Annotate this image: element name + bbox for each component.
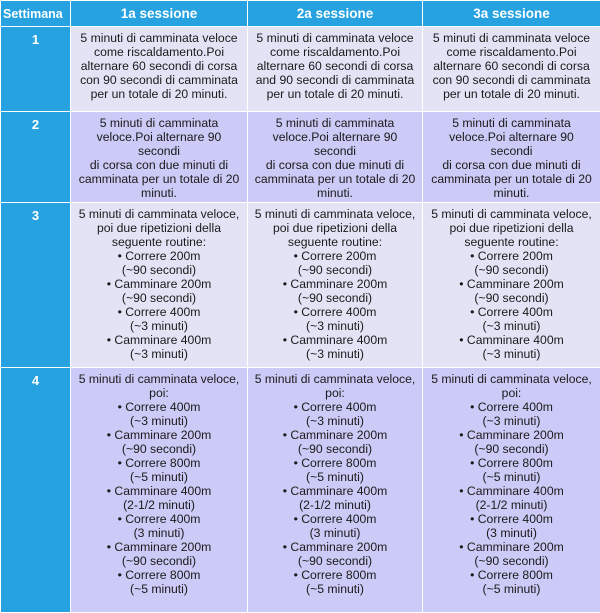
- routine-step-label: • Correre 400m: [252, 400, 418, 414]
- routine-step-label: • Camminare 200m: [75, 540, 243, 554]
- routine-step-label: • Correre 800m: [252, 568, 418, 582]
- cell-intro-line: 5 minuti di camminata veloce,: [427, 207, 596, 221]
- week-column-header: Settimana: [1, 1, 71, 27]
- routine-step-detail: (~3 minuti): [252, 414, 418, 428]
- session-1-header: 1a sessione: [71, 1, 248, 27]
- routine-step-label: • Correre 400m: [427, 512, 596, 526]
- routine-step-detail: (~3 minuti): [75, 347, 243, 361]
- routine-step-detail: (~90 secondi): [252, 263, 418, 277]
- routine-step-label: • Camminare 400m: [252, 484, 418, 498]
- session-3-header: 3a sessione: [423, 1, 600, 27]
- routine-step-label: • Camminare 400m: [252, 333, 418, 347]
- routine-step-detail: (~3 minuti): [252, 319, 418, 333]
- routine-step-detail: (~90 secondi): [75, 291, 243, 305]
- cell-intro-line: 5 minuti di camminata veloce,: [75, 372, 243, 386]
- session-cell: [71, 27, 248, 112]
- routine-step-detail: (3 minuti): [252, 526, 418, 540]
- routine-step-label: • Correre 200m: [252, 249, 418, 263]
- cell-text-line: and 90 secondi di camminata: [252, 73, 418, 87]
- routine-step-detail: (~3 minuti): [75, 414, 243, 428]
- cell-intro-line: seguente routine:: [427, 235, 596, 249]
- routine-step-detail: (~90 secondi): [427, 291, 596, 305]
- cell-intro-line: poi:: [252, 386, 418, 400]
- cell-text-line: minuti.: [252, 186, 418, 200]
- routine-step-label: • Correre 800m: [427, 568, 596, 582]
- cell-text-line: minuti.: [427, 186, 596, 200]
- cell-text-line: veloce.Poi alternare 90 secondi: [427, 130, 596, 158]
- session-cell: [71, 368, 248, 613]
- cell-text-line: camminata per un totale di 20: [252, 172, 418, 186]
- session-2-header: 2a sessione: [248, 1, 423, 27]
- routine-step-label: • Correre 200m: [75, 249, 243, 263]
- routine-step-label: • Camminare 200m: [252, 540, 418, 554]
- routine-step-detail: (~5 minuti): [75, 582, 243, 596]
- routine-step-label: • Camminare 400m: [75, 333, 243, 347]
- cell-text-line: camminata per un totale di 20: [427, 172, 596, 186]
- routine-step-label: • Camminare 200m: [427, 277, 596, 291]
- routine-step-detail: (3 minuti): [75, 526, 243, 540]
- routine-step-detail: (~5 minuti): [252, 582, 418, 596]
- cell-text-line: di corsa con due minuti di: [75, 158, 243, 172]
- routine-step-label: • Camminare 200m: [75, 428, 243, 442]
- routine-step-label: • Correre 400m: [75, 512, 243, 526]
- cell-text-line: per un totale di 20 minuti.: [252, 87, 418, 101]
- week-number: 1: [1, 27, 71, 112]
- session-cell: [423, 112, 600, 203]
- routine-step-label: • Camminare 400m: [427, 333, 596, 347]
- cell-intro-line: 5 minuti di camminata veloce,: [427, 372, 596, 386]
- cell-intro-line: seguente routine:: [75, 235, 243, 249]
- cell-intro-line: 5 minuti di camminata veloce,: [75, 207, 243, 221]
- cell-text-line: alternare 60 secondi di corsa: [252, 59, 418, 73]
- routine-step-detail: (2-1/2 minuti): [75, 498, 243, 512]
- routine-step-detail: (~90 secondi): [252, 291, 418, 305]
- routine-step-detail: (~90 secondi): [252, 442, 418, 456]
- routine-step-label: • Camminare 200m: [252, 428, 418, 442]
- routine-step-detail: (~3 minuti): [427, 319, 596, 333]
- cell-text-line: per un totale di 20 minuti.: [427, 87, 596, 101]
- routine-step-detail: (2-1/2 minuti): [427, 498, 596, 512]
- cell-text-line: come riscaldamento.Poi: [427, 45, 596, 59]
- routine-step-label: • Correre 800m: [427, 456, 596, 470]
- session-cell: [423, 203, 600, 368]
- week-row-3: [1, 203, 600, 368]
- routine-step-label: • Correre 400m: [427, 305, 596, 319]
- routine-step-label: • Correre 800m: [75, 568, 243, 582]
- cell-text-line: camminata per un totale di 20: [75, 172, 243, 186]
- cell-text-line: come riscaldamento.Poi: [252, 45, 418, 59]
- cell-text-line: 5 minuti di camminata veloce: [252, 31, 418, 45]
- cell-text-line: di corsa con due minuti di: [427, 158, 596, 172]
- session-cell: [71, 112, 248, 203]
- session-cell: [423, 368, 600, 613]
- cell-intro-line: 5 minuti di camminata veloce,: [252, 372, 418, 386]
- cell-text-line: alternare 60 secondi di corsa: [427, 59, 596, 73]
- routine-step-detail: (~5 minuti): [252, 470, 418, 484]
- cell-intro-line: poi:: [427, 386, 596, 400]
- cell-text-line: con 90 secondi di camminata: [427, 73, 596, 87]
- cell-intro-line: 5 minuti di camminata veloce,: [252, 207, 418, 221]
- header-row: [1, 1, 600, 27]
- routine-step-label: • Correre 200m: [427, 249, 596, 263]
- routine-step-label: • Camminare 200m: [427, 428, 596, 442]
- cell-intro-line: poi:: [75, 386, 243, 400]
- routine-step-label: • Correre 400m: [427, 400, 596, 414]
- routine-step-label: • Camminare 200m: [75, 277, 243, 291]
- routine-step-label: • Correre 400m: [252, 305, 418, 319]
- routine-step-label: • Camminare 400m: [427, 484, 596, 498]
- session-cell: [248, 27, 423, 112]
- routine-step-label: • Correre 800m: [75, 456, 243, 470]
- table-body: [1, 27, 600, 613]
- routine-step-detail: (~90 secondi): [75, 263, 243, 277]
- cell-text-line: alternare 60 secondi di corsa: [75, 59, 243, 73]
- week-row-2: [1, 112, 600, 203]
- session-cell: [423, 27, 600, 112]
- table-header: [1, 1, 600, 27]
- cell-intro-line: poi due ripetizioni della: [252, 221, 418, 235]
- routine-step-detail: (~5 minuti): [427, 470, 596, 484]
- week-row-1: [1, 27, 600, 112]
- cell-text-line: 5 minuti di camminata: [252, 116, 418, 130]
- routine-step-detail: (~90 secondi): [252, 554, 418, 568]
- cell-text-line: 5 minuti di camminata veloce: [75, 31, 243, 45]
- routine-step-detail: (~3 minuti): [427, 414, 596, 428]
- routine-step-label: • Camminare 200m: [427, 540, 596, 554]
- cell-text-line: 5 minuti di camminata: [427, 116, 596, 130]
- routine-step-detail: (~90 secondi): [75, 554, 243, 568]
- cell-intro-line: poi due ripetizioni della: [75, 221, 243, 235]
- routine-step-detail: (~3 minuti): [252, 347, 418, 361]
- cell-text-line: di corsa con due minuti di: [252, 158, 418, 172]
- cell-text-line: minuti.: [75, 186, 243, 200]
- routine-step-label: • Correre 800m: [252, 456, 418, 470]
- week-number: 2: [1, 112, 71, 203]
- routine-step-detail: (~3 minuti): [427, 347, 596, 361]
- cell-text-line: per un totale di 20 minuti.: [75, 87, 243, 101]
- routine-step-label: • Correre 400m: [75, 305, 243, 319]
- cell-text-line: veloce.Poi alternare 90 secondi: [252, 130, 418, 158]
- session-cell: [248, 112, 423, 203]
- routine-step-detail: (~90 secondi): [427, 263, 596, 277]
- routine-step-detail: (~5 minuti): [427, 582, 596, 596]
- routine-step-detail: (~3 minuti): [75, 319, 243, 333]
- week-number: 3: [1, 203, 71, 368]
- routine-step-label: • Correre 400m: [252, 512, 418, 526]
- routine-step-detail: (2-1/2 minuti): [252, 498, 418, 512]
- cell-intro-line: seguente routine:: [252, 235, 418, 249]
- session-cell: [248, 203, 423, 368]
- cell-text-line: con 90 secondi di camminata: [75, 73, 243, 87]
- routine-step-label: • Camminare 200m: [252, 277, 418, 291]
- cell-text-line: veloce.Poi alternare 90 secondi: [75, 130, 243, 158]
- routine-step-detail: (~90 secondi): [427, 442, 596, 456]
- week-row-4: [1, 368, 600, 613]
- routine-step-detail: (3 minuti): [427, 526, 596, 540]
- cell-text-line: 5 minuti di camminata: [75, 116, 243, 130]
- week-number: 4: [1, 368, 71, 613]
- cell-text-line: 5 minuti di camminata veloce: [427, 31, 596, 45]
- routine-step-detail: (~5 minuti): [75, 470, 243, 484]
- routine-step-label: • Correre 400m: [75, 400, 243, 414]
- routine-step-detail: (~90 secondi): [75, 442, 243, 456]
- cell-text-line: come riscaldamento.Poi: [75, 45, 243, 59]
- routine-step-detail: (~90 secondi): [427, 554, 596, 568]
- session-cell: [71, 203, 248, 368]
- cell-intro-line: poi due ripetizioni della: [427, 221, 596, 235]
- routine-step-label: • Camminare 400m: [75, 484, 243, 498]
- session-cell: [248, 368, 423, 613]
